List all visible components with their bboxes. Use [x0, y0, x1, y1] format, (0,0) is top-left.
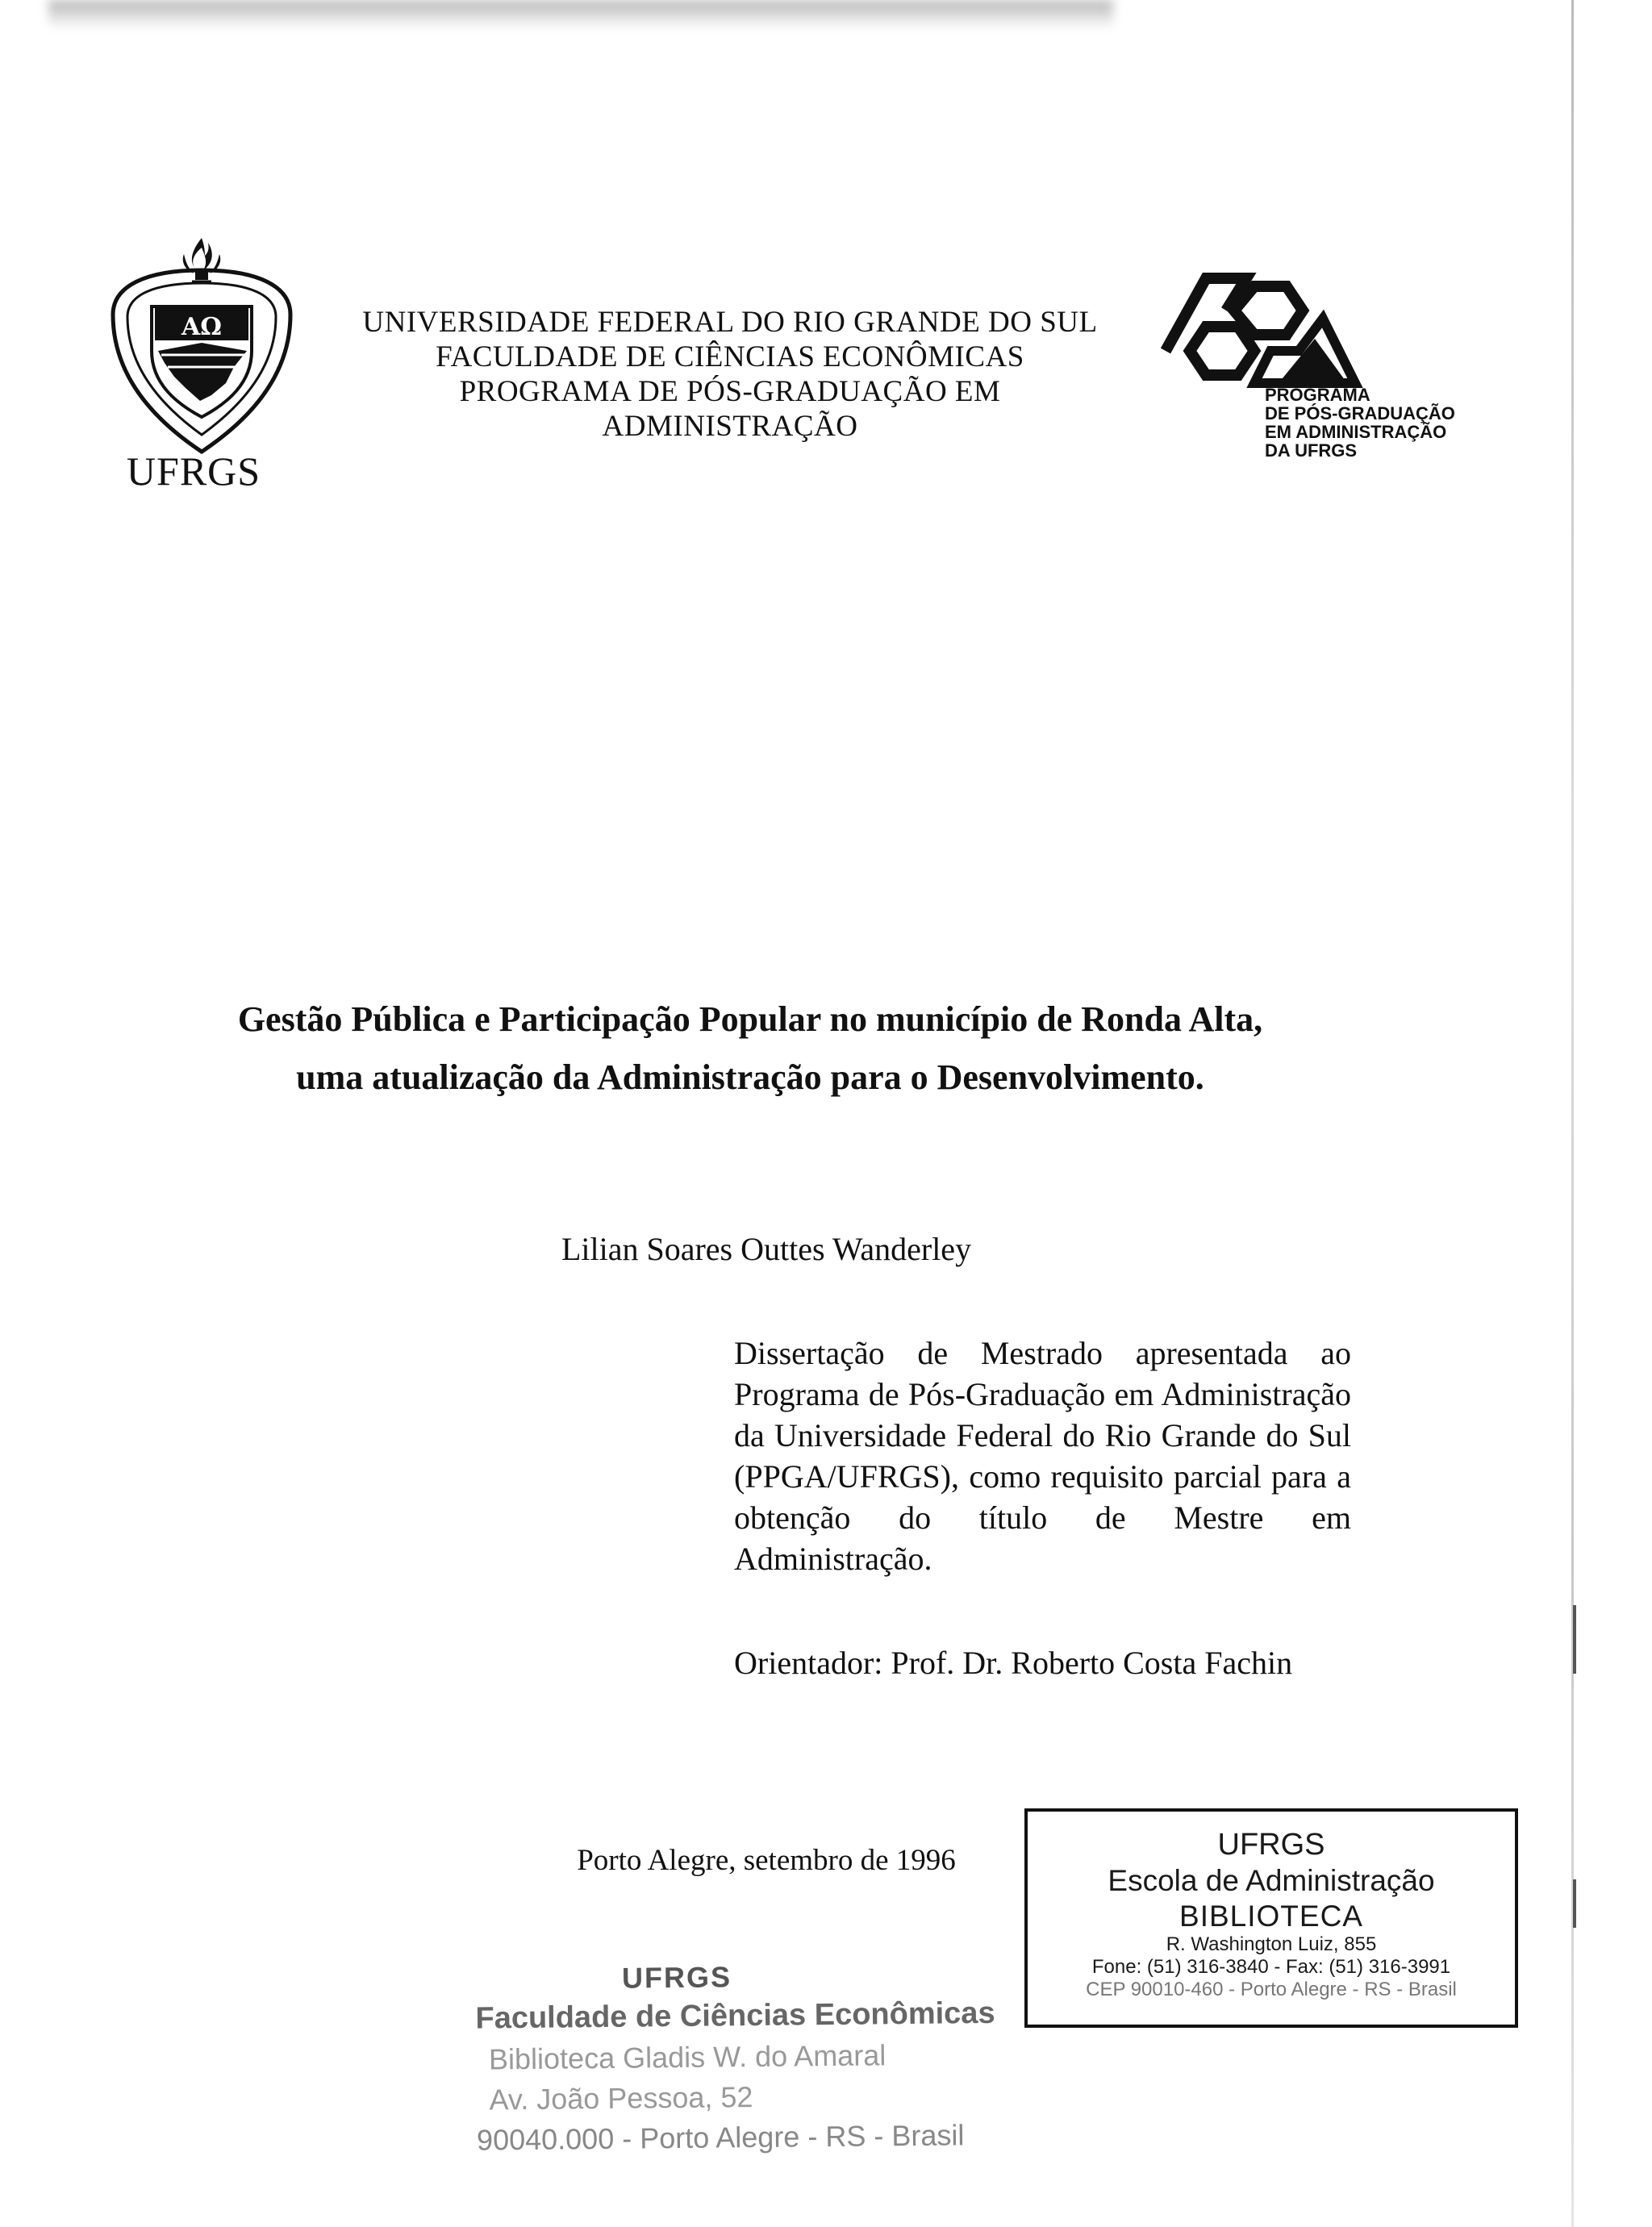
- library-stamp-line: BIBLIOTECA: [1179, 1900, 1363, 1933]
- library-stamp: [1024, 1808, 1518, 2028]
- institution-line: UNIVERSIDADE FEDERAL DO RIO GRANDE DO SUL: [362, 306, 1098, 339]
- ppga-logo-line: DE PÓS-GRADUAÇÃO: [1265, 403, 1455, 423]
- faint-stamp-line: Faculdade de Ciências Econômicas: [475, 1996, 995, 2036]
- place-date: Porto Alegre, setembro de 1996: [577, 1844, 956, 1877]
- document-title: [145, 990, 1355, 1107]
- page-edge-mark: [1573, 1605, 1576, 1674]
- faint-stamp-line: UFRGS: [621, 1960, 732, 1995]
- institution-line: FACULDADE DE CIÊNCIAS ECONÔMICAS: [436, 340, 1024, 373]
- title-line-2: uma atualização da Administração para o Desenvolvimento.: [296, 1057, 1204, 1097]
- ppga-logo-line: EM ADMINISTRAÇÃO: [1265, 422, 1447, 442]
- institution-line: PROGRAMA DE PÓS-GRADUAÇÃO EM: [459, 375, 1001, 408]
- library-stamp-line: UFRGS: [1217, 1828, 1325, 1862]
- ppga-logo-line: PROGRAMA: [1265, 385, 1370, 405]
- library-stamp-phone: Fone: (51) 316-3840 - Fax: (51) 316-3991: [1091, 1956, 1451, 1978]
- title-line-1: Gestão Pública e Participação Popular no município de Ronda Alta,: [237, 999, 1263, 1039]
- faculty-library-stamp: [475, 1957, 1033, 2157]
- ufrgs-seal-logo: [105, 230, 298, 464]
- institution-line: ADMINISTRAÇÃO: [602, 410, 858, 443]
- seal-shield-text: ΑΩ: [181, 313, 222, 341]
- author-name: Lilian Soares Outtes Wanderley: [561, 1231, 972, 1267]
- faint-stamp-line: 90040.000 - Porto Alegre - RS - Brasil: [476, 2118, 965, 2157]
- library-stamp-line: Escola de Administração: [1108, 1864, 1435, 1897]
- library-stamp-address: R. Washington Luiz, 855: [1166, 1933, 1377, 1955]
- advisor-line: Orientador: Prof. Dr. Roberto Costa Fachin: [734, 1645, 1293, 1681]
- university-logo-label: UFRGS: [126, 448, 261, 494]
- library-stamp-cep: CEP 90010-460 - Porto Alegre - RS - Brasil: [1086, 1979, 1457, 2000]
- faint-stamp-line: Av. João Pessoa, 52: [489, 2080, 753, 2116]
- institution-header: [323, 305, 1137, 444]
- page-edge-mark: [1573, 1879, 1576, 1928]
- ppga-logo-text: [1265, 386, 1455, 460]
- ppga-logo-line: DA UFRGS: [1265, 440, 1358, 461]
- faint-stamp-line: Biblioteca Gladis W. do Amaral: [488, 2038, 886, 2076]
- dissertation-note: Dissertação de Mestrado apresentada ao Programa de Pós-Graduação em Administração da Universidade Federal do Rio Grande do Sul (PPGA/UFRGS), como requisito parcial para a obtenção do título de Mestre em Administração.: [734, 1335, 1351, 1577]
- scan-shadow: [48, 0, 1113, 29]
